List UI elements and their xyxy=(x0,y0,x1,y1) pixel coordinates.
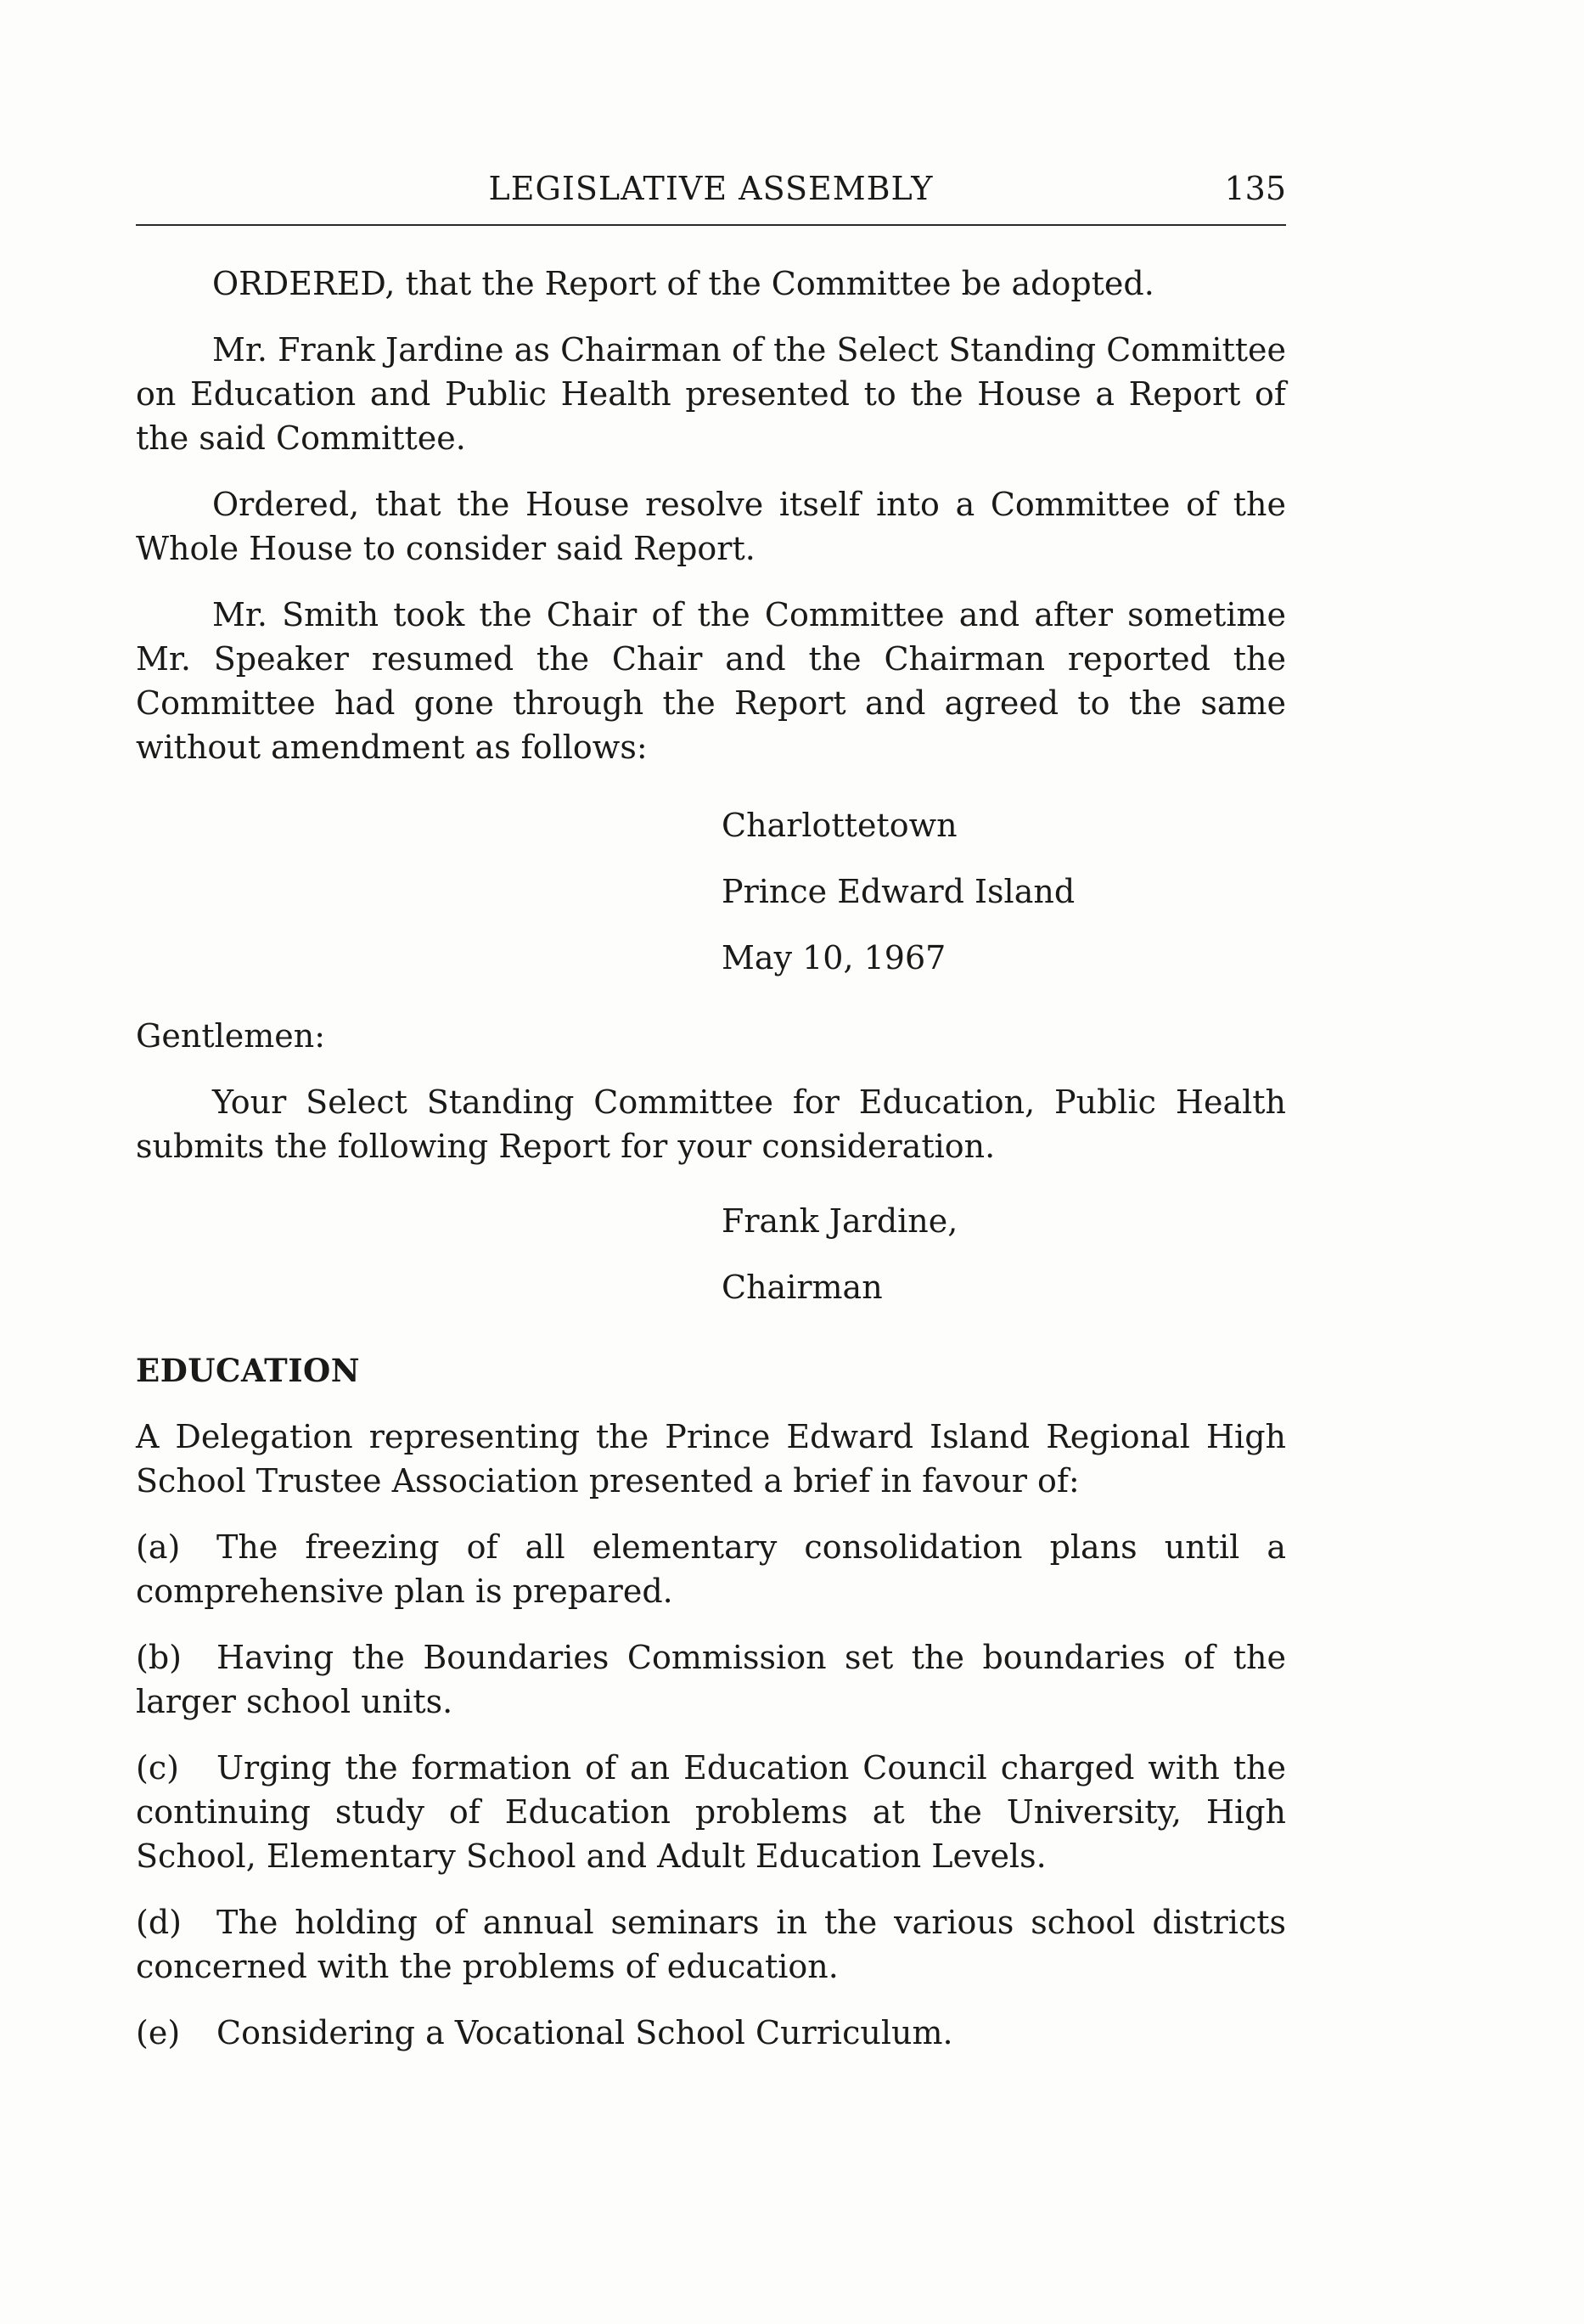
letter-salutation: Gentlemen: xyxy=(136,1017,326,1055)
signature-name: Frank Jardine, xyxy=(722,1202,958,1240)
letter-date: May 10, 1967 xyxy=(722,939,946,976)
list-item-label: (e) xyxy=(136,2014,181,2051)
paragraph-jardine-presented: Mr. Frank Jardine as Chairman of the Select Standing Committee on Education and Public Health presented to the House a Report of the said Committee. xyxy=(136,331,1286,457)
list-item xyxy=(136,1746,1286,1878)
list-item xyxy=(136,2011,1286,2055)
education-intro: A Delegation representing the Prince Edward Island Regional High School Trustee Association presented a brief in favour of: xyxy=(136,1418,1286,1500)
list-item-text: The holding of annual seminars in the various school districts concerned with the problems of education. xyxy=(136,1904,1286,1985)
paragraph-ordered-resolve: Ordered, that the House resolve itself into a Committee of the Whole House to consider said Report. xyxy=(136,486,1286,567)
list-item xyxy=(136,1900,1286,1989)
address-city: Charlottetown xyxy=(722,807,958,844)
list-item-label: (b) xyxy=(136,1639,182,1676)
signature-title: Chairman xyxy=(722,1269,883,1306)
list-item-text: The freezing of all elementary consolidation plans until a comprehensive plan is prepared. xyxy=(136,1528,1286,1610)
list-item-text: Urging the formation of an Education Council charged with the continuing study of Education problems at the University, High School, Elementary School and Adult Education Levels. xyxy=(136,1749,1286,1875)
running-head: LEGISLATIVE ASSEMBLY xyxy=(488,170,934,207)
section-heading-education: EDUCATION xyxy=(136,1352,361,1389)
list-item-label: (a) xyxy=(136,1528,181,1566)
education-item-list xyxy=(136,1525,1286,2055)
page-header xyxy=(136,170,1286,226)
page-number: 135 xyxy=(1224,170,1286,207)
letter-body: Your Select Standing Committee for Education, Public Health submits the following Report for your consideration. xyxy=(136,1083,1286,1165)
text-column xyxy=(136,170,1286,2055)
list-item xyxy=(136,1635,1286,1724)
signature-block xyxy=(136,1199,1286,1309)
letter-address-block xyxy=(136,803,1286,980)
list-item-label: (d) xyxy=(136,1904,182,1941)
list-item-text: Considering a Vocational School Curriculum. xyxy=(216,2014,953,2051)
list-item-text: Having the Boundaries Commission set the boundaries of the larger school units. xyxy=(136,1639,1286,1720)
list-item xyxy=(136,1525,1286,1613)
paragraph-ordered-adopted: ORDERED, that the Report of the Committee be adopted. xyxy=(212,265,1154,302)
list-item-label: (c) xyxy=(136,1749,179,1787)
paragraph-smith-chair: Mr. Smith took the Chair of the Committee and after sometime Mr. Speaker resumed the Chair and the Chairman reported the Committee had gone through the Report and agreed to the same without amendment as follows: xyxy=(136,596,1286,766)
page-body xyxy=(136,262,1286,2055)
address-province: Prince Edward Island xyxy=(722,873,1076,910)
